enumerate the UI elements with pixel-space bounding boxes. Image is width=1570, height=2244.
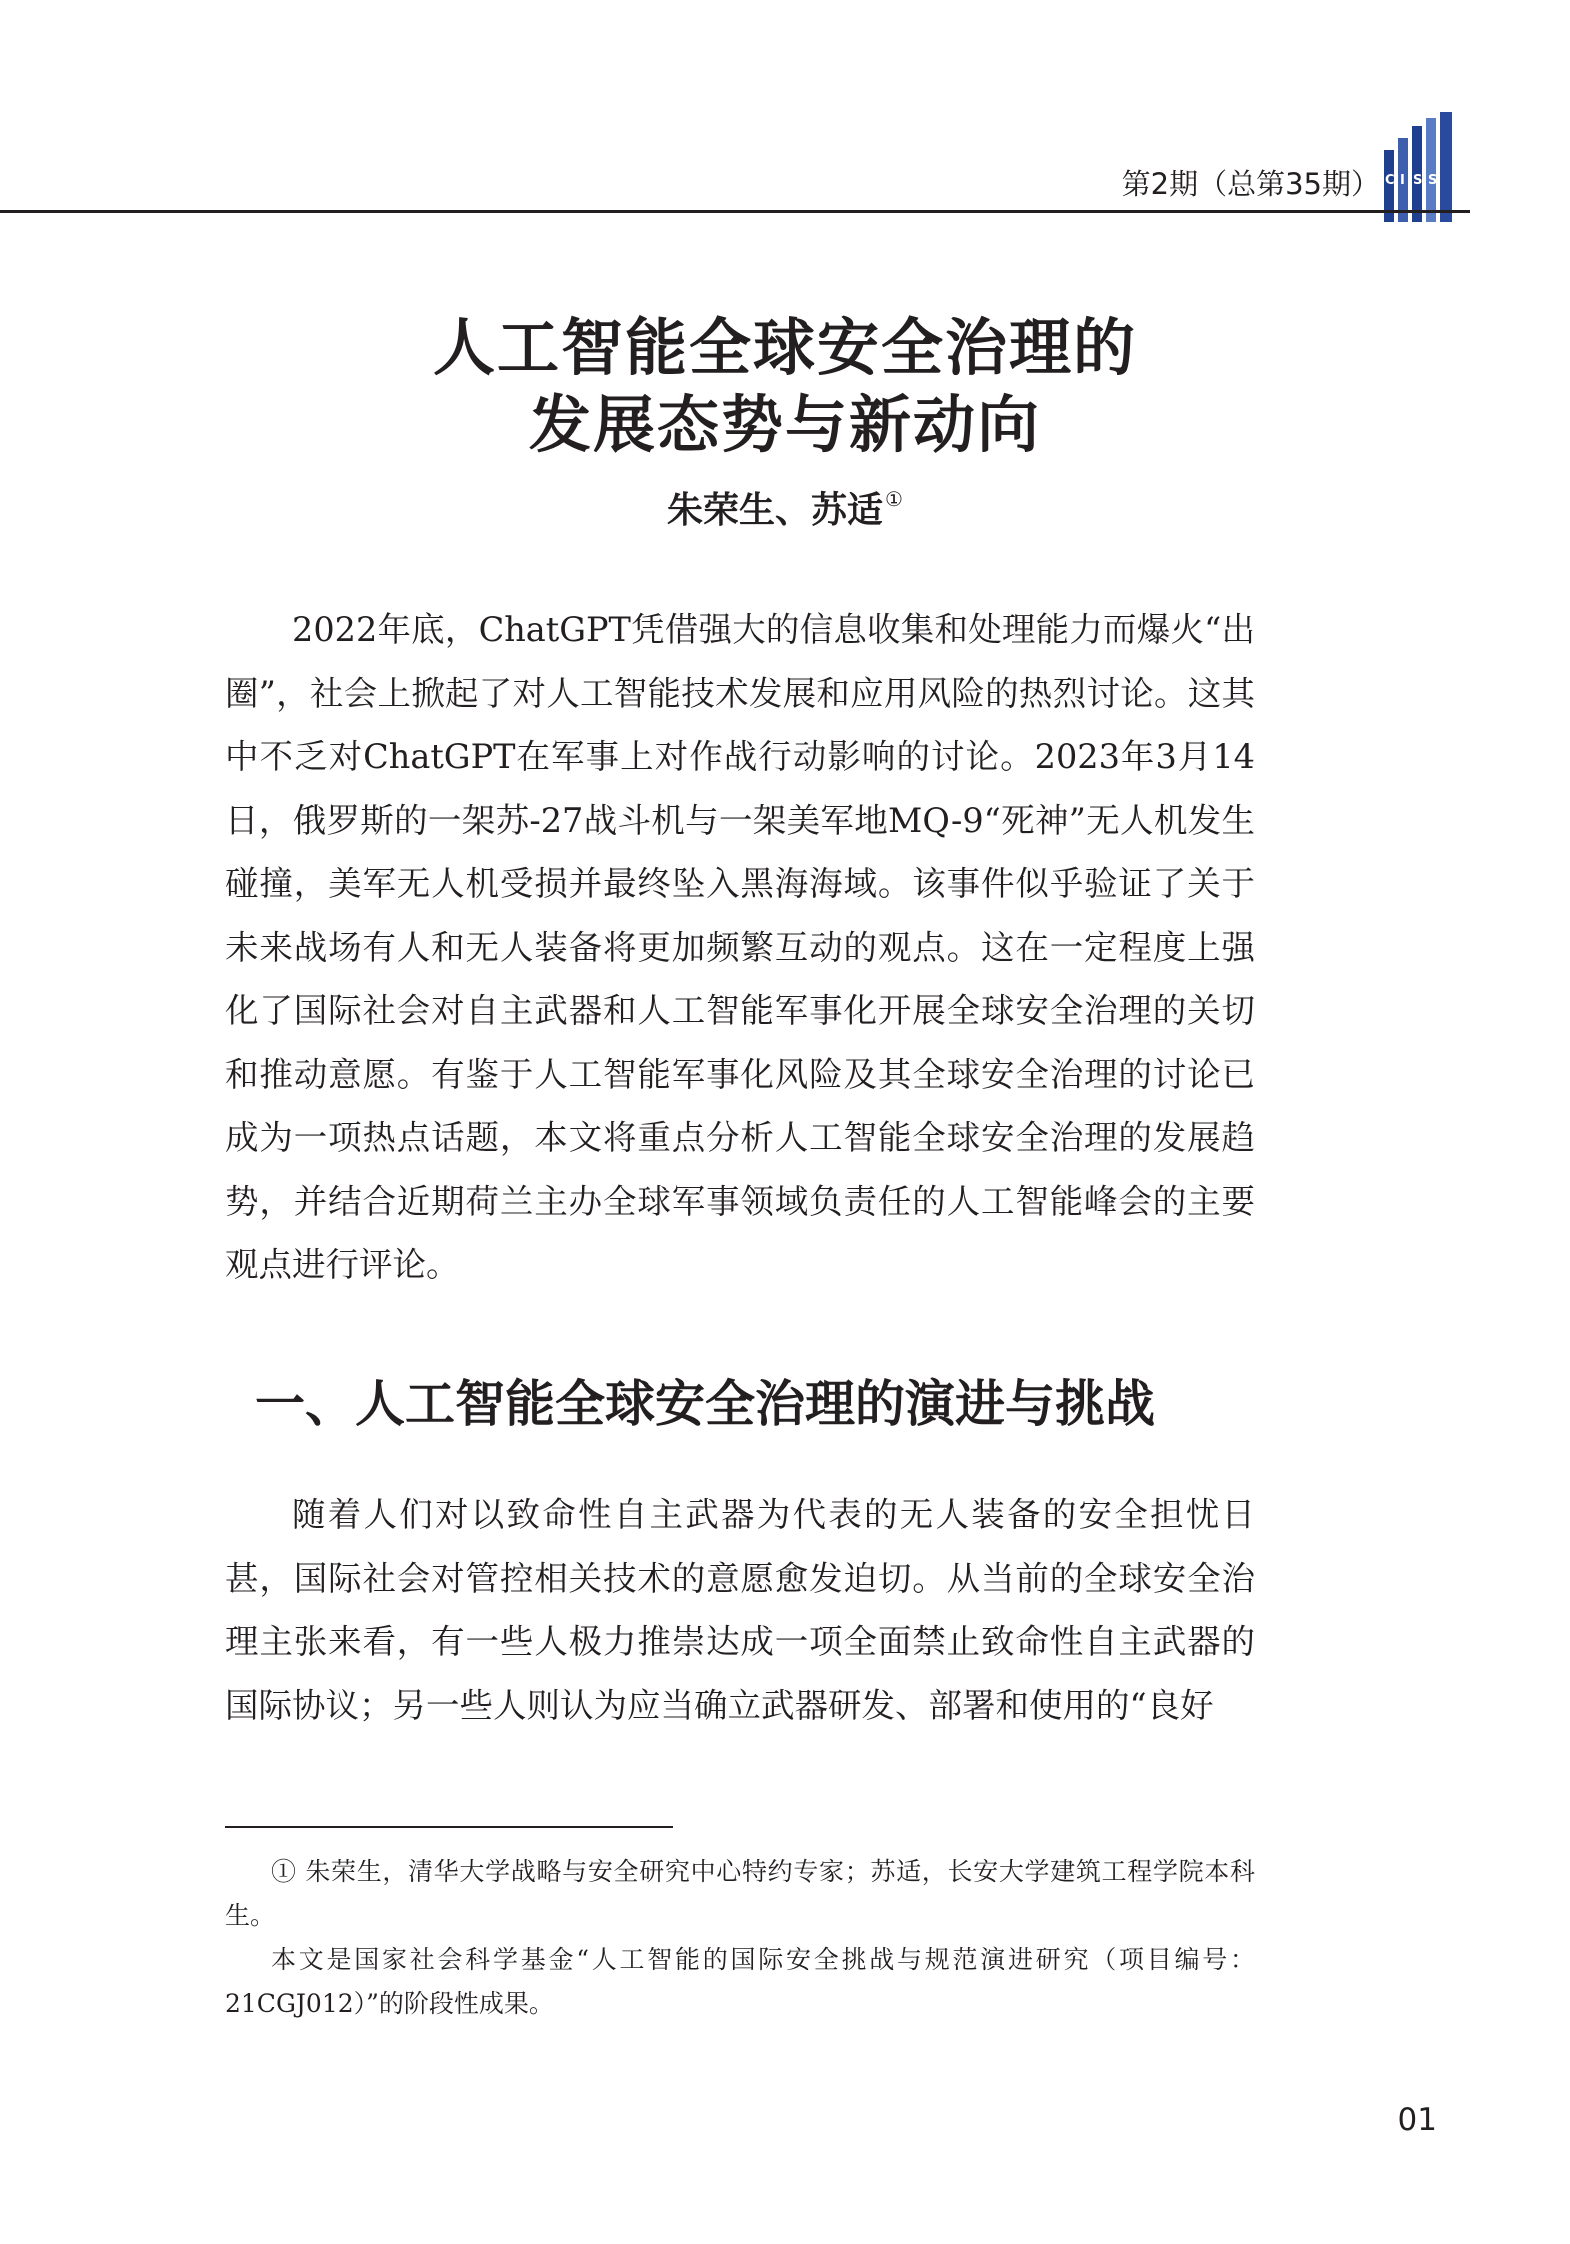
article-title-line1: 人工智能全球安全治理的 <box>432 311 1137 384</box>
svg-text:C: C <box>1385 173 1395 188</box>
footnote-1: ① 朱荣生，清华大学战略与安全研究中心特约专家；苏适，长安大学建筑工程学院本科生。 <box>225 1857 1255 1930</box>
article-authors <box>0 482 1570 533</box>
footnote-2: 本文是国家社会科学基金“人工智能的国际安全挑战与规范演进研究（项目编号：21CGJ012）”的阶段性成果。 <box>225 1945 1255 2018</box>
author-footnote-mark: ① <box>885 487 903 511</box>
ciss-logo <box>1383 112 1455 222</box>
svg-text:S: S <box>1428 173 1438 188</box>
author-names: 朱荣生、苏适 <box>667 489 884 531</box>
header-rule <box>0 210 1470 213</box>
page-number: 01 <box>1397 2102 1437 2138</box>
section-heading-1: 一、人工智能全球安全治理的演进与挑战 <box>255 1375 1155 1433</box>
intro-paragraph: 2022年底，ChatGPT凭借强大的信息收集和处理能力而爆火“出圈”，社会上掀起了对人工智能技术发展和应用风险的热烈讨论。这其中不乏对ChatGPT在军事上对作战行动影响的讨论。2023年3月14日，俄罗斯的一架苏-27战斗机与一架美军地MQ-9“死神”无人机发生碰撞，美军无人机受损并最终坠入黑海海域。该事件似乎验证了关于未来战场有人和无人装备将更加频繁互动的观点。这在一定程度上强化了国际社会对自主武器和人工智能军事化开展全球安全治理的关切和推动意愿。有鉴于人工智能军事化风险及其全球安全治理的讨论已成为一项热点话题，本文将重点分析人工智能全球安全治理的发展趋势，并结合近期荷兰主办全球军事领域负责任的人工智能峰会的主要观点进行评论。 <box>225 610 1255 1284</box>
svg-text:I: I <box>1400 173 1405 188</box>
article-title-line2: 发展态势与新动向 <box>528 388 1041 461</box>
footnote-rule <box>225 1826 673 1828</box>
section1-paragraph: 随着人们对以致命性自主武器为代表的无人装备的安全担忧日甚，国际社会对管控相关技术的意愿愈发迫切。从当前的全球安全治理主张来看，有一些人极力推崇达成一项全面禁止致命性自主武器的国际协议；另一些人则认为应当确立武器研发、部署和使用的“良好 <box>225 1495 1255 1725</box>
issue-label: 第2期（总第35期） <box>1121 167 1380 201</box>
svg-text:S: S <box>1413 173 1423 188</box>
